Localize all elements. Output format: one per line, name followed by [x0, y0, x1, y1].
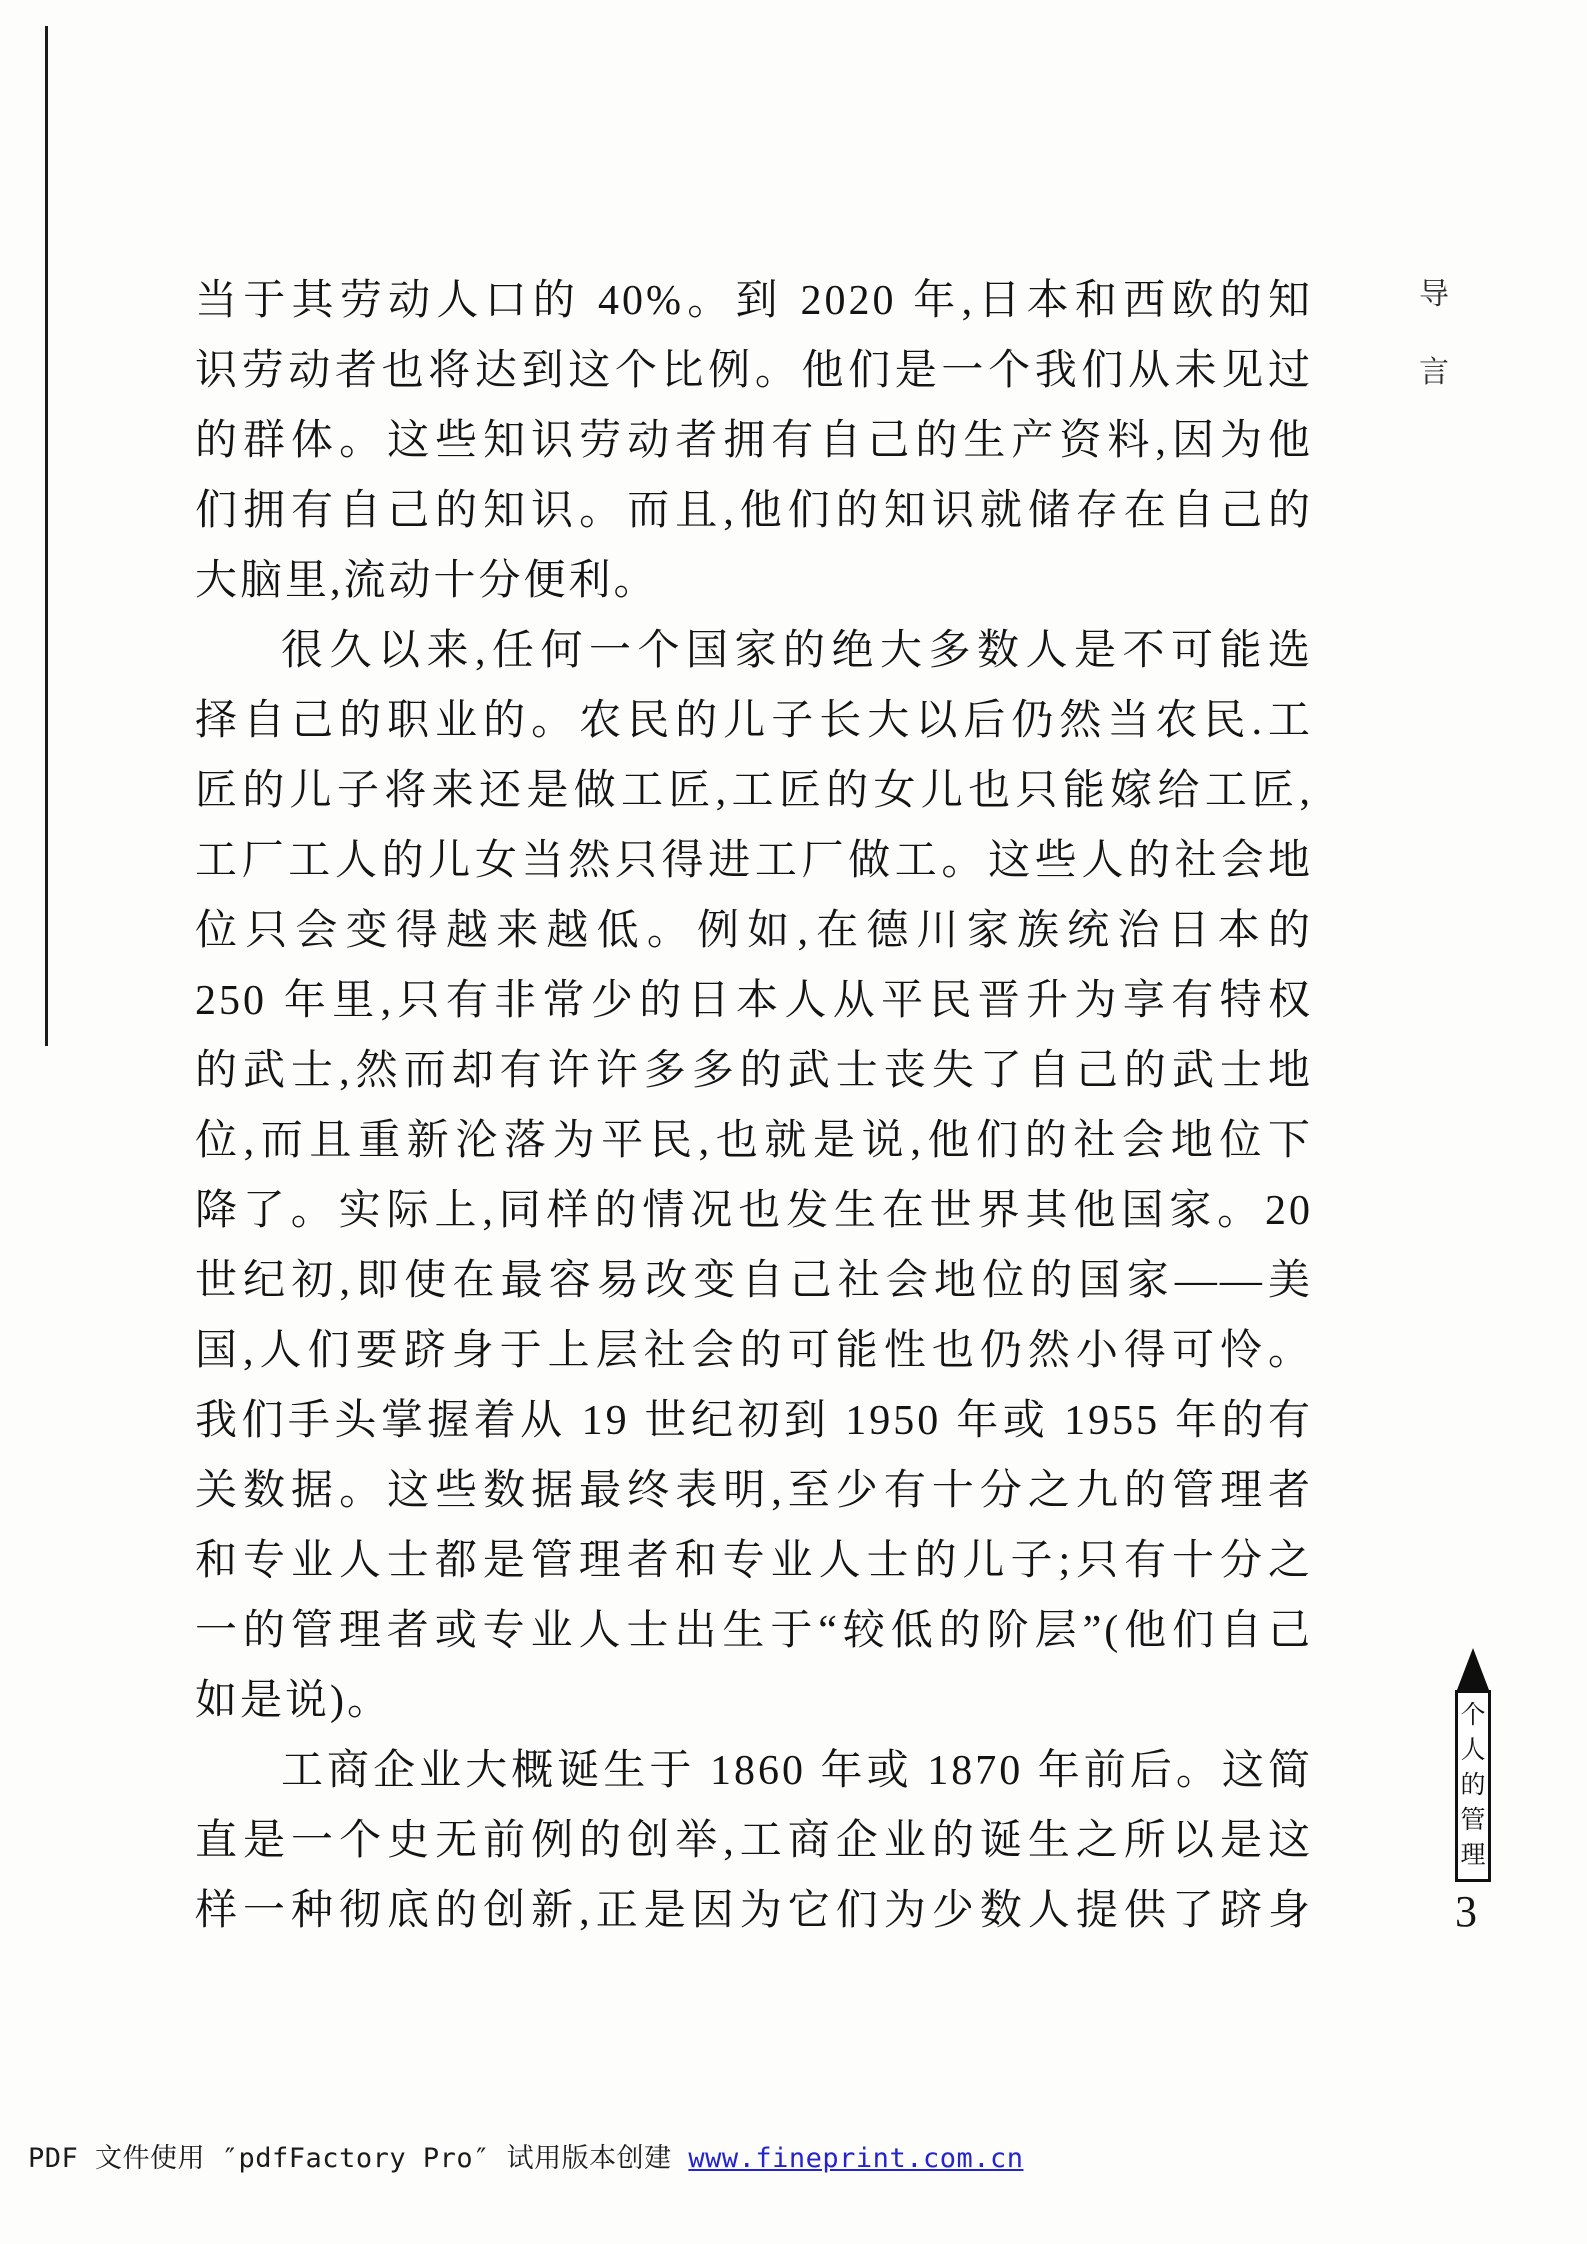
book-title-bookmark: [1452, 1648, 1494, 1882]
text-line: 识劳动者也将达到这个比例。他们是一个我们从未见过: [195, 348, 1313, 394]
text-line: 我们手头掌握着从 19 世纪初到 1950 年或 1955 年的有: [195, 1398, 1313, 1444]
text-line: 位,而且重新沦落为平民,也就是说,他们的社会地位下: [195, 1118, 1313, 1164]
text-line: 的武士,然而却有许许多多的武士丧失了自己的武士地: [195, 1048, 1313, 1094]
section-margin-label: 导言: [1419, 278, 1449, 389]
text-line: 和专业人士都是管理者和专业人士的儿子;只有十分之: [195, 1538, 1313, 1584]
text-line: 世纪初,即使在最容易改变自己社会地位的国家——美: [195, 1258, 1313, 1304]
text-line: 工厂工人的儿女当然只得进工厂做工。这些人的社会地: [195, 838, 1313, 884]
text-line: 国,人们要跻身于上层社会的可能性也仍然小得可怜。: [195, 1328, 1313, 1374]
left-margin-rule: [45, 26, 48, 1046]
text-line: 的群体。这些知识劳动者拥有自己的生产资料,因为他: [195, 418, 1313, 464]
page-number: 3: [1455, 1887, 1477, 1936]
bookmark-label: 个人的管理: [1455, 1690, 1491, 1882]
text-line: 位只会变得越来越低。例如,在德川家族统治日本的: [195, 908, 1313, 954]
body-text-block: [195, 266, 1313, 1946]
bookmark-triangle-icon: [1457, 1648, 1489, 1690]
text-line: 择自己的职业的。农民的儿子长大以后仍然当农民.工: [195, 698, 1313, 744]
text-line: 匠的儿子将来还是做工匠,工匠的女儿也只能嫁给工匠,: [195, 768, 1313, 814]
text-line: 们拥有自己的知识。而且,他们的知识就储存在自己的: [195, 488, 1313, 534]
text-line: 如是说)。: [195, 1678, 392, 1724]
text-line: 250 年里,只有非常少的日本人从平民晋升为享有特权: [195, 978, 1313, 1024]
watermark-text: PDF 文件使用 ″pdfFactory Pro″ 试用版本创建: [28, 2143, 689, 2174]
text-line: 直是一个史无前例的创举,工商企业的诞生之所以是这: [195, 1818, 1313, 1864]
fineprint-link[interactable]: www.fineprint.com.cn: [688, 2143, 1024, 2174]
text-line: 关数据。这些数据最终表明,至少有十分之九的管理者: [195, 1468, 1313, 1514]
text-line: 样一种彻底的创新,正是因为它们为少数人提供了跻身: [195, 1888, 1313, 1934]
text-line: 工商企业大概诞生于 1860 年或 1870 年前后。这简: [281, 1748, 1313, 1794]
text-line: 降了。实际上,同样的情况也发生在世界其他国家。20: [195, 1188, 1313, 1234]
text-line: 当于其劳动人口的 40%。到 2020 年,日本和西欧的知: [195, 278, 1313, 324]
pdf-watermark-footer: [28, 2136, 1023, 2175]
text-line: 很久以来,任何一个国家的绝大多数人是不可能选: [281, 628, 1313, 674]
text-line: 一的管理者或专业人士出生于“较低的阶层”(他们自己: [195, 1608, 1313, 1654]
text-line: 大脑里,流动十分便利。: [195, 558, 659, 604]
